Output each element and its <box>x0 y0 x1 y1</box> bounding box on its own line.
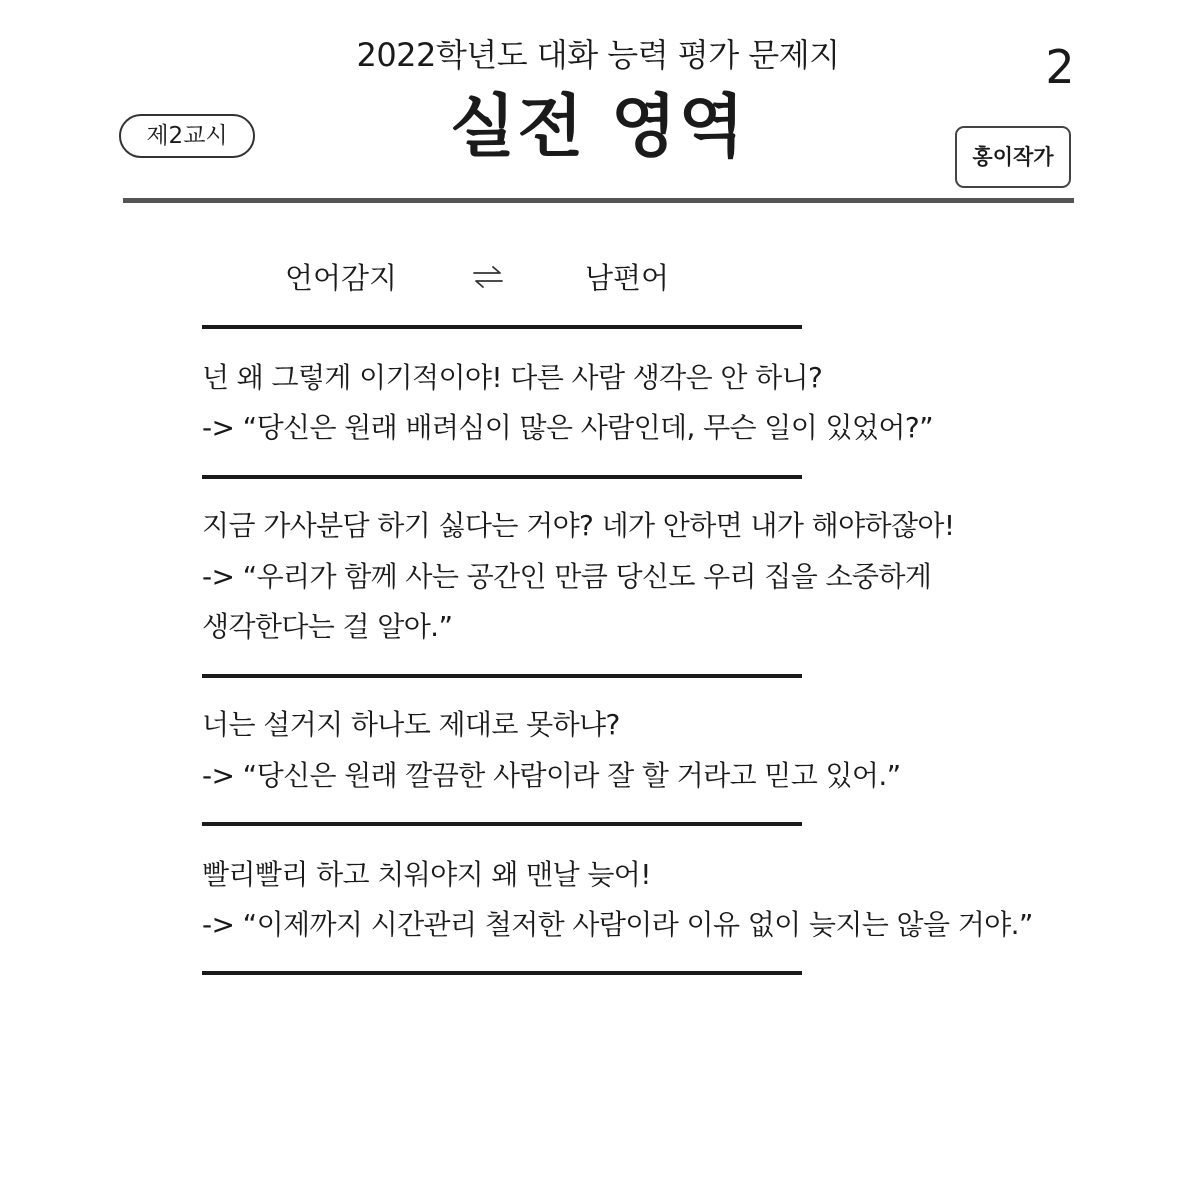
divider <box>202 674 802 678</box>
header-divider <box>123 198 1074 203</box>
divider <box>202 475 802 479</box>
answer-2: -> “우리가 함께 사는 공간인 만큼 당신도 우리 집을 소중하게 <box>202 560 932 593</box>
divider <box>202 325 802 329</box>
exam-subtitle: 2022학년도 대화 능력 평가 문제지 <box>356 36 840 74</box>
page-number: 2 <box>1045 40 1075 94</box>
heading-original-language: 언어감지 <box>285 261 398 295</box>
divider <box>202 822 802 826</box>
divider <box>202 971 802 975</box>
question-4: 빨리빨리 하고 치워야지 왜 맨날 늦어! <box>202 858 651 891</box>
heading-husband-language: 남편어 <box>585 261 670 295</box>
author-badge: 홍이작가 <box>955 126 1071 188</box>
question-3: 너는 설거지 하나도 제대로 못하냐? <box>202 708 620 741</box>
answer-2-continued: 생각한다는 걸 알아.” <box>202 610 453 643</box>
period-badge: 제2교시 <box>119 114 255 158</box>
answer-4: -> “이제까지 시간관리 철저한 사람이라 이유 없이 늦지는 않을 거야.” <box>202 908 1033 941</box>
question-1: 넌 왜 그렇게 이기적이야! 다른 사람 생각은 안 하니? <box>202 361 823 394</box>
answer-3: -> “당신은 원래 깔끔한 사람이라 잘 할 거라고 믿고 있어.” <box>202 759 901 792</box>
swap-arrows-icon <box>468 261 508 293</box>
answer-1: -> “당신은 원래 배려심이 많은 사람인데, 무슨 일이 있었어?” <box>202 411 933 444</box>
question-2: 지금 가사분담 하기 싫다는 거야? 네가 안하면 내가 해야하잖아! <box>202 509 955 542</box>
page-title: 실전 영역 <box>449 88 747 167</box>
